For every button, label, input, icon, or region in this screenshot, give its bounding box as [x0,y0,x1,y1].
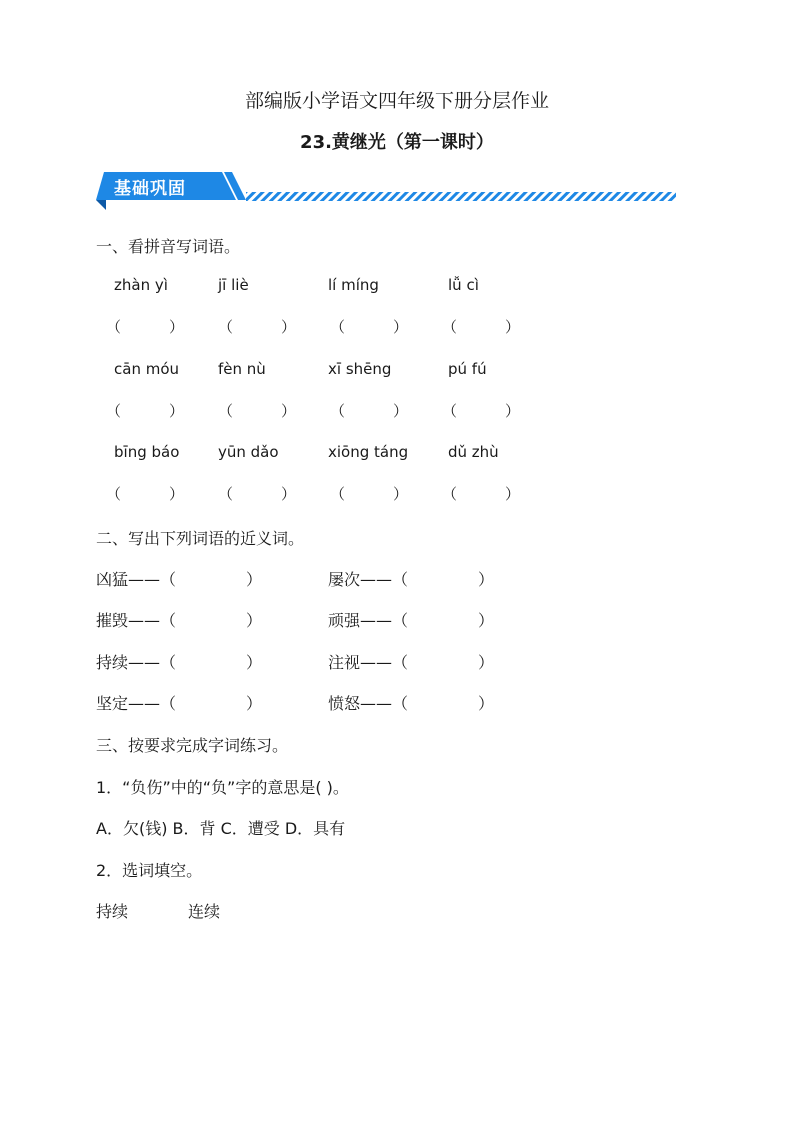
synonym-close: ） [246,653,263,672]
synonym-word: 凶猛 [96,570,129,589]
answer-blank[interactable] [106,400,184,421]
synonym-item [96,650,262,673]
synonym-item [328,650,494,673]
synonym-dash: ——（ [360,653,409,672]
synonym-close: ） [246,611,263,630]
answer-blank[interactable] [330,400,408,421]
synonym-word: 愤怒 [328,694,361,713]
synonym-dash: ——（ [360,694,409,713]
paren-open: （ [218,318,234,336]
synonym-item [96,608,262,631]
lesson-title: 23.黄继光（第一课时） [300,132,494,153]
paren-close: ） [504,485,520,503]
paren-open: （ [218,402,234,420]
answer-blank[interactable] [218,316,296,337]
section-label: 基础巩固 [114,179,186,199]
paren-close: ） [392,318,408,336]
word-choice-2: 连续 [188,902,221,921]
paren-close: ） [504,318,520,336]
paren-open: （ [442,318,458,336]
pinyin-word: zhàn yì [114,276,168,294]
question-3-item-2: 2．选词填空。 [96,861,203,880]
paren-open: （ [330,402,346,420]
pinyin-word: jī liè [218,276,249,294]
synonym-word: 摧毁 [96,611,129,630]
paren-close: ） [168,485,184,503]
synonym-item [96,691,262,714]
pinyin-word: yūn dǎo [218,443,279,461]
paren-open: （ [106,318,122,336]
answer-blank[interactable] [442,400,520,421]
synonym-dash: ——（ [128,611,177,630]
synonym-dash: ——（ [128,694,177,713]
answer-blank[interactable] [218,400,296,421]
synonym-close: ） [478,653,495,672]
pinyin-word: pú fú [448,360,487,378]
paren-close: ） [392,402,408,420]
synonym-item [96,567,262,590]
paren-open: （ [442,485,458,503]
paren-close: ） [504,402,520,420]
synonym-close: ） [478,694,495,713]
word-choice-1: 持续 [96,902,129,921]
answer-blank[interactable] [106,316,184,337]
paren-close: ） [280,318,296,336]
synonym-dash: ——（ [128,570,177,589]
synonym-close: ） [478,611,495,630]
pinyin-word: xī shēng [328,360,392,378]
paren-open: （ [106,485,122,503]
paren-close: ） [280,402,296,420]
answer-blank[interactable] [442,316,520,337]
synonym-word: 坚定 [96,694,129,713]
question-3-options: A．欠(钱) B．背 C．遭受 D．具有 [96,819,346,838]
pinyin-word: cān móu [114,360,180,378]
synonym-dash: ——（ [128,653,177,672]
paren-close: ） [168,318,184,336]
answer-blank[interactable] [218,483,296,504]
pinyin-word: dǔ zhù [448,443,499,461]
answer-blank[interactable] [330,483,408,504]
answer-blank[interactable] [330,316,408,337]
synonym-dash: ——（ [360,611,409,630]
synonym-word: 屡次 [328,570,361,589]
synonym-close: ） [478,570,495,589]
synonym-item [328,567,494,590]
answer-blank[interactable] [106,483,184,504]
paren-open: （ [106,402,122,420]
paren-open: （ [330,485,346,503]
paren-open: （ [442,402,458,420]
question-3-heading: 三、按要求完成字词练习。 [96,736,289,755]
pinyin-word: lǚ cì [448,276,479,294]
page-title: 部编版小学语文四年级下册分层作业 [244,90,549,112]
synonym-item [328,608,494,631]
question-1-heading: 一、看拼音写词语。 [96,237,241,256]
question-2-heading: 二、写出下列词语的近义词。 [96,529,305,548]
synonym-dash: ——（ [360,570,409,589]
question-3-item-1: 1．“负伤”中的“负”字的意思是( )。 [96,778,349,797]
paren-open: （ [330,318,346,336]
synonym-item [328,691,494,714]
synonym-word: 注视 [328,653,361,672]
synonym-word: 持续 [96,653,129,672]
section-banner [96,170,678,212]
paren-open: （ [218,485,234,503]
pinyin-word: lí míng [328,276,379,294]
synonym-word: 顽强 [328,611,361,630]
paren-close: ） [392,485,408,503]
synonym-close: ） [246,570,263,589]
pinyin-word: xiōng táng [328,443,409,461]
answer-blank[interactable] [442,483,520,504]
paren-close: ） [168,402,184,420]
synonym-close: ） [246,694,263,713]
pinyin-word: fèn nù [218,360,266,378]
paren-close: ） [280,485,296,503]
pinyin-word: bīng báo [114,443,180,461]
